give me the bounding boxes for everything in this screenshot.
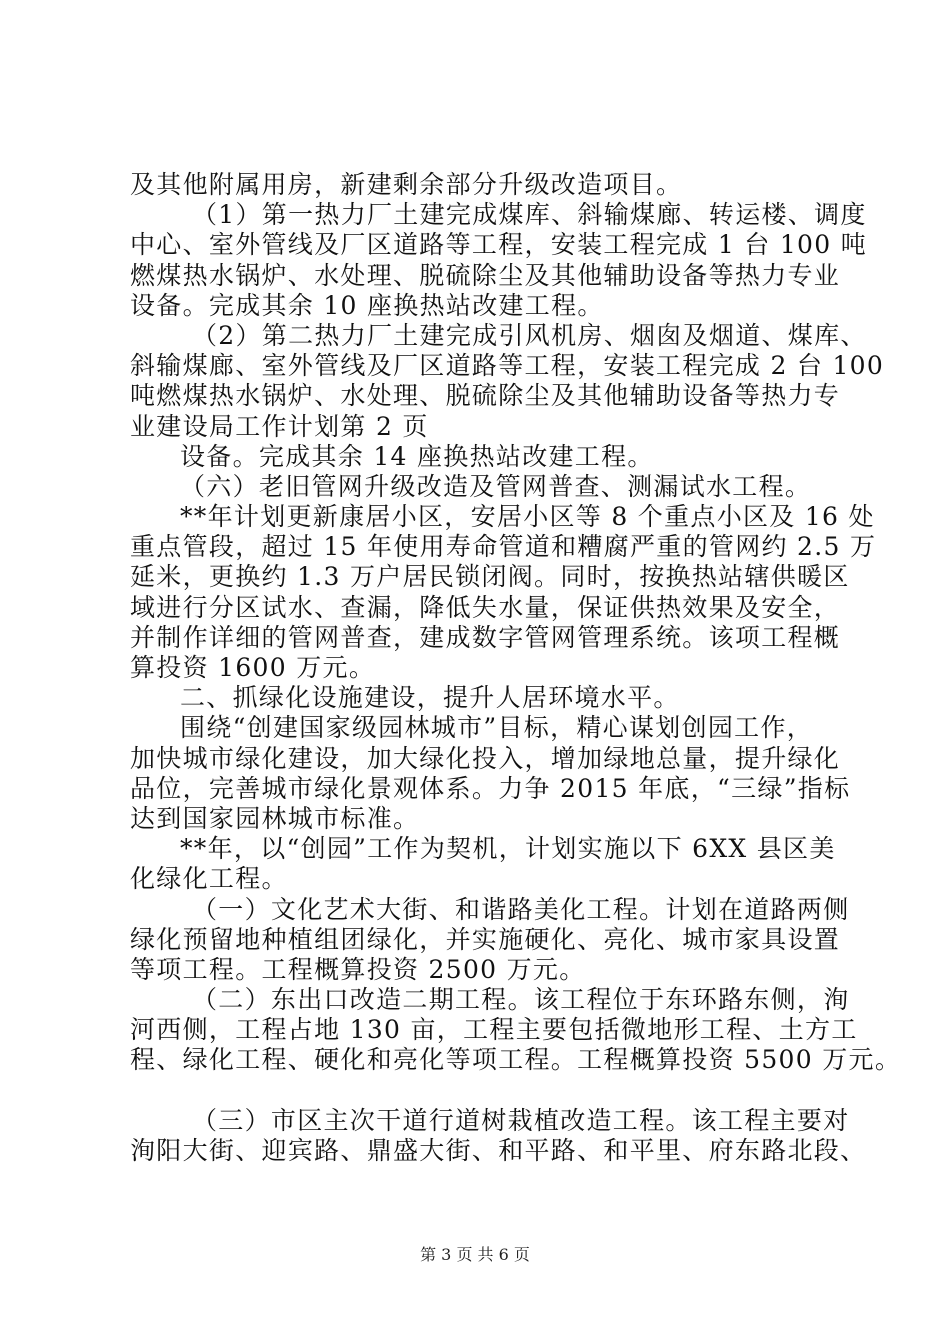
paragraph-line: 品位，完善城市绿化景观体系。力争 2015 年底，“三绿”指标 bbox=[130, 773, 851, 803]
paragraph-line: 围绕“创建国家级园林城市”目标，精心谋划创园工作， bbox=[180, 713, 814, 743]
paragraph-line: （1）第一热力厂土建完成煤库、斜输煤廊、转运楼、调度 bbox=[192, 200, 867, 230]
paragraph-line: 并制作详细的管网普查，建成数字管网管理系统。该项工程概 bbox=[130, 622, 841, 652]
paragraph-line: 域进行分区试水、查漏，降低失水量，保证供热效果及安全， bbox=[130, 592, 841, 622]
paragraph-line: 达到国家园林城市标准。 bbox=[130, 803, 420, 833]
paragraph-line: （2）第二热力厂土建完成引风机房、烟囱及烟道、煤库、 bbox=[192, 320, 867, 350]
paragraph-line: 中心、室外管线及厂区道路等工程，安装工程完成 1 台 100 吨 bbox=[130, 230, 868, 260]
paragraph-line: 延米，更换约 1.3 万户居民锁闭阀。同时，按换热站辖供暖区 bbox=[130, 562, 850, 592]
paragraph-line: **年计划更新康居小区，安居小区等 8 个重点小区及 16 处 bbox=[180, 502, 875, 532]
paragraph-line: 绿化预留地种植组团绿化，并实施硬化、亮化、城市家具设置 bbox=[130, 924, 841, 954]
paragraph-line: 程、绿化工程、硬化和亮化等项工程。工程概算投资 5500 万元。 bbox=[130, 1045, 902, 1075]
paragraph-line: 设备。完成其余 14 座换热站改建工程。 bbox=[180, 441, 654, 471]
paragraph-line: 燃煤热水锅炉、水处理、脱硫除尘及其他辅助设备等热力专业 bbox=[130, 260, 841, 290]
paragraph-line: 重点管段，超过 15 年使用寿命管道和糟腐严重的管网约 2.5 万 bbox=[130, 532, 877, 562]
paragraph-gap bbox=[130, 1076, 830, 1106]
section-heading: 二、抓绿化设施建设，提升人居环境水平。 bbox=[180, 683, 680, 713]
paragraph-line: 设备。完成其余 10 座换热站改建工程。 bbox=[130, 290, 604, 320]
paragraph-line: 斜输煤廊、室外管线及厂区道路等工程，安装工程完成 2 台 100 bbox=[130, 351, 885, 381]
document-body bbox=[130, 170, 902, 1166]
paragraph-line: 及其他附属用房，新建剩余部分升级改造项目。 bbox=[130, 170, 683, 199]
section-heading: （六）老旧管网升级改造及管网普查、测漏试水工程。 bbox=[180, 471, 812, 501]
paragraph-line: **年，以“创园”工作为契机，计划实施以下 6XX 县区美 bbox=[180, 834, 836, 864]
paragraph-line: 吨燃煤热水锅炉、水处理、脱硫除尘及其他辅助设备等热力专 bbox=[130, 381, 841, 411]
paragraph-line: （一）文化艺术大街、和谐路美化工程。计划在道路两侧 bbox=[192, 894, 850, 924]
paragraph-line: 算投资 1600 万元。 bbox=[130, 653, 376, 682]
paragraph-line: （二）东出口改造二期工程。该工程位于东环路东侧，洵 bbox=[192, 985, 850, 1015]
page-footer: 第 3 页 共 6 页 bbox=[420, 1245, 530, 1264]
paragraph-line: 河西侧，工程占地 130 亩，工程主要包括微地形工程、土方工 bbox=[130, 1015, 858, 1045]
paragraph-line: 加快城市绿化建设，加大绿化投入，增加绿地总量，提升绿化 bbox=[130, 743, 841, 773]
paragraph-line: 等项工程。工程概算投资 2500 万元。 bbox=[130, 954, 586, 984]
paragraph-line: （三）市区主次干道行道树栽植改造工程。该工程主要对 bbox=[192, 1105, 850, 1135]
paragraph-line: 化绿化工程。 bbox=[130, 864, 288, 894]
paragraph-line: 业建设局工作计划第 2 页 bbox=[130, 411, 429, 441]
paragraph-line: 洵阳大街、迎宾路、鼎盛大街、和平路、和平里、府东路北段、 bbox=[130, 1135, 867, 1165]
